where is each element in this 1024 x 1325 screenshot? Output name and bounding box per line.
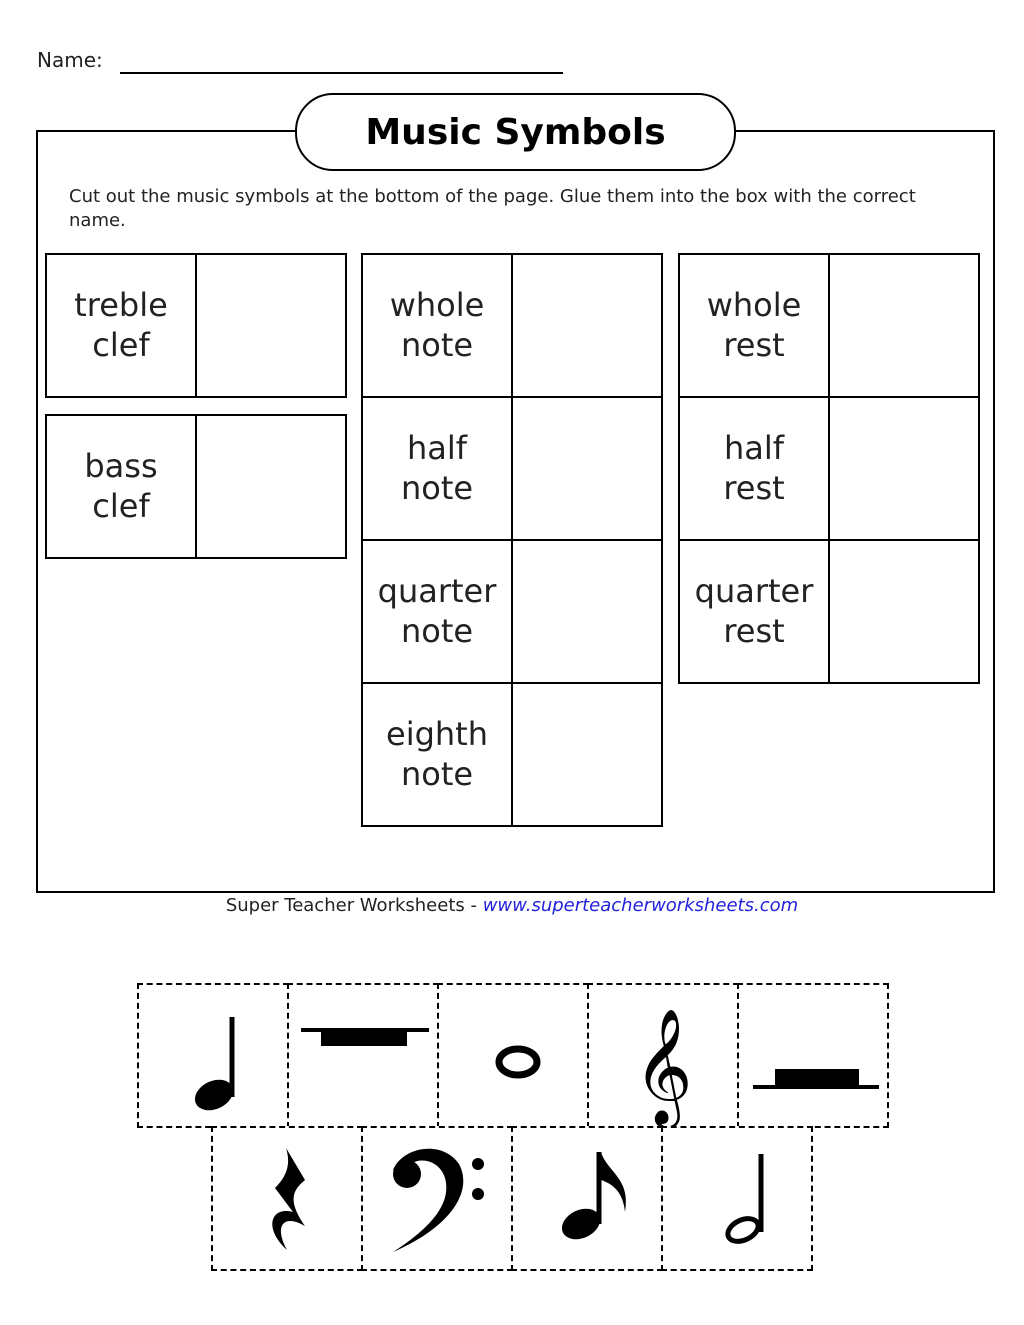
box-label-line2: note (400, 326, 474, 364)
box-quarter-rest (678, 539, 980, 684)
box-label-line2: note (400, 469, 474, 507)
cutout-half-note[interactable] (661, 1126, 813, 1271)
box-label-line1: half (723, 429, 785, 467)
box-label-line2: clef (92, 326, 150, 364)
quarter-note-icon (139, 985, 287, 1126)
cutout-whole-rest[interactable] (287, 983, 439, 1128)
footer (0, 895, 1024, 916)
box-whole-rest (678, 253, 980, 398)
name-label: Name: (37, 48, 103, 72)
box-half-rest (678, 396, 980, 541)
box-label-line2: clef (92, 487, 150, 525)
box-label-line1: whole (389, 286, 485, 324)
box-label-line1: whole (706, 286, 802, 324)
cutout-half-rest[interactable] (737, 983, 889, 1128)
cutout-treble-clef[interactable] (587, 983, 739, 1128)
box-label-line1: eighth (386, 715, 488, 753)
box-label-line1: treble (74, 286, 168, 324)
box-label-line2: note (400, 612, 474, 650)
box-eighth-note (361, 682, 663, 827)
box-label-line1: quarter (694, 572, 814, 610)
cutout-quarter-note[interactable] (137, 983, 289, 1128)
box-treble-clef (45, 253, 347, 398)
box-label-line2: rest (723, 326, 785, 364)
eighth-note-icon (513, 1128, 661, 1269)
whole-note-icon (439, 985, 587, 1126)
bass-clef-icon (363, 1128, 511, 1269)
page-title: Music Symbols (295, 93, 736, 171)
box-quarter-note (361, 539, 663, 684)
half-rest-icon (739, 985, 887, 1126)
box-label-line2: note (400, 755, 474, 793)
half-note-icon (663, 1128, 811, 1269)
cutout-bass-clef[interactable] (361, 1126, 513, 1271)
box-label-line2: rest (723, 612, 785, 650)
footer-url[interactable]: www.superteacherworksheets.com (482, 895, 799, 916)
quarter-rest-icon (213, 1128, 361, 1269)
cutout-whole-note[interactable] (437, 983, 589, 1128)
box-label-line1: bass (84, 447, 158, 485)
box-half-note (361, 396, 663, 541)
box-bass-clef (45, 414, 347, 559)
footer-brand: Super Teacher Worksheets - (225, 895, 483, 916)
box-label-line1: quarter (377, 572, 497, 610)
box-label-line1: half (406, 429, 468, 467)
name-line[interactable] (120, 72, 563, 74)
instructions: Cut out the music symbols at the bottom of the page. Glue them into the box with the correct name. (69, 186, 916, 231)
whole-rest-icon (289, 985, 437, 1126)
treble-clef-icon (589, 985, 737, 1126)
cutout-quarter-rest[interactable] (211, 1126, 363, 1271)
box-whole-note (361, 253, 663, 398)
svg-text:𝄞: 𝄞 (633, 1007, 693, 1124)
box-label-line2: rest (723, 469, 785, 507)
cutout-eighth-note[interactable] (511, 1126, 663, 1271)
